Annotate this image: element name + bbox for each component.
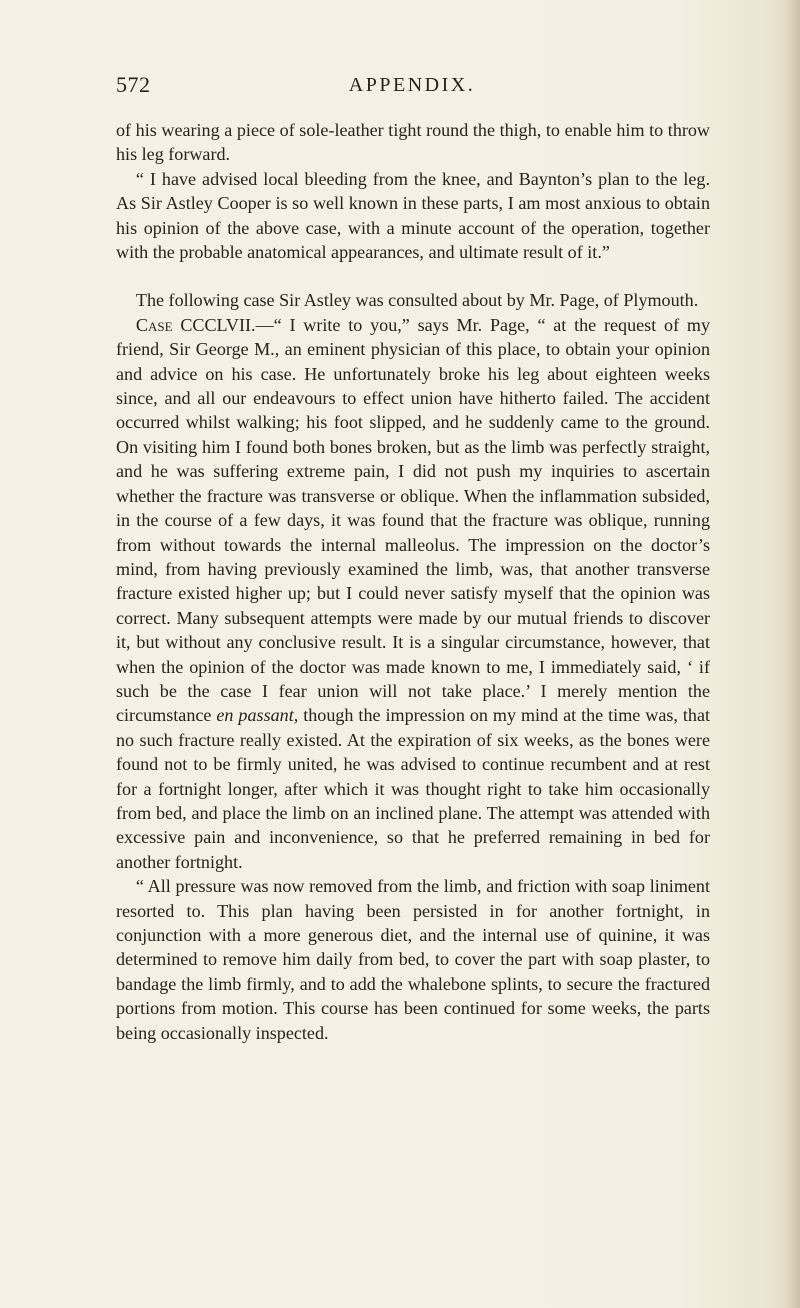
case-text-continued: though the impression on my mind at the time was, that no such fracture really existed. At the expiration of six weeks, as the bones were found not to be firmly united, he was advised to continue recumbent and at rest for a fortnight longer, after which it was thought right to take him occasionally from bed, and place the limb on an inclined plane. The attempt was attended with excessive pain and inconvenience, so that he preferred remaining in bed for another fortnight. [116, 705, 711, 872]
paragraph-quote-1: “ I have advised local bleeding from the knee, and Baynton’s plan to the leg. As Sir Astley Cooper is so well known in these parts, I am most anxious to obtain his opinion of the above case, with a minute account of the operation, together with the probable anatomical appearances, and ultimate result of it.” [116, 168, 710, 263]
paragraph-case [116, 313, 710, 874]
paragraph-intro: The following case Sir Astley was consulted about by Mr. Page, of Plymouth. [135, 290, 699, 311]
running-head: APPENDIX. [348, 74, 476, 96]
case-text: —“ I write to you,” says Mr. Page, “ at the request of my friend, Sir George M., an eminent physician of this place, to obtain your opinion and advice on his case. He unfortunately broke his leg about eighteen weeks since, and all our endeavours to effect union have hitherto failed. The accident occurred whilst walking; his foot slipped, and he suddenly came to the ground. On visiting him I found both bones broken, but as the limb was perfectly straight, and he was suffering extreme pain, I did not push my inquiries to ascertain whether the fracture was transverse or oblique. When the inflammation subsided, in the course of a few days, it was found that the fracture was oblique, running from without towards the internal malleolus. The impression on the doctor’s mind, from having previously examined the limb, was, that another transverse fracture existed higher up; but I could never satisfy myself that the opinion was correct. Many subsequent attempts were made by our mutual friends to discover it, but without any conclusive result. It is a singular circumstance, however, that when the opinion of the doctor was made known to me, I immediately said, ‘ if such be the case I fear union will not take place.’ I merely mention the circumstance [116, 314, 711, 726]
paragraph-continuation: of his wearing a piece of sole-leather tight round the thigh, to enable him to throw his leg forward. [116, 120, 710, 165]
page-number: 572 [116, 72, 151, 97]
case-label: Case CCCLVII. [135, 314, 256, 335]
page-header [116, 72, 708, 112]
case-italic-phrase: en passant, [216, 705, 299, 726]
paragraph-quote-2: “ All pressure was now removed from the limb, and friction with soap liniment resorted to. This plan having been persisted in for another fortnight, in conjunction with a more generous diet, and the internal use of quinine, it was determined to remove him daily from bed, to cover the part with soap plaster, to bandage the limb firmly, and to add the whalebone splints, to secure the fractured portions from motion. This course has been continued for some weeks, the parts being occasionally inspected. [116, 876, 710, 1043]
body-text [116, 118, 710, 1045]
page-edge-shadow [786, 0, 800, 1308]
